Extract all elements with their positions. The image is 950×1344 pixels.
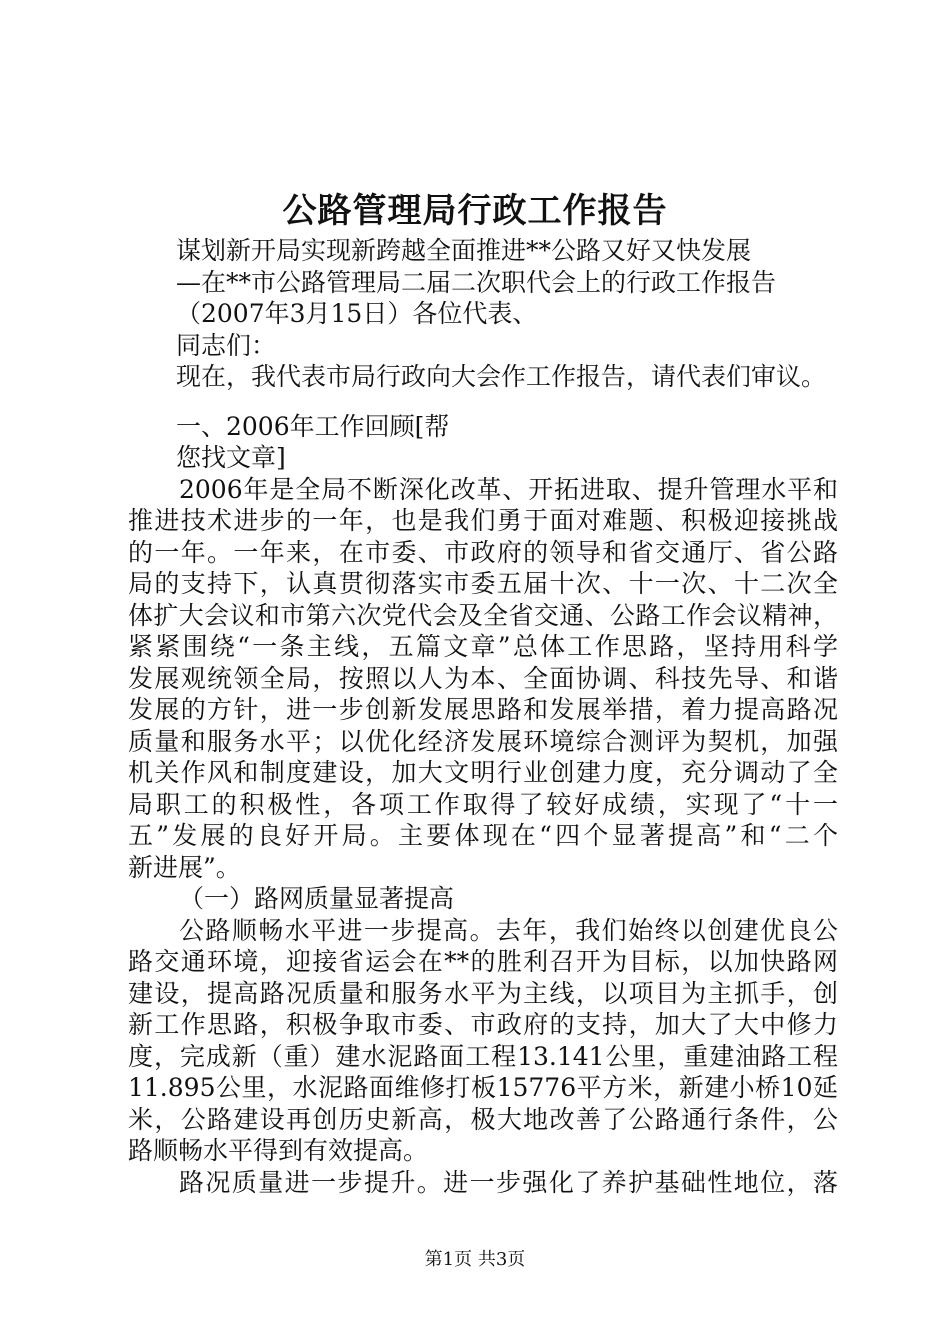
paragraph-line: 推进技术进步的一年，也是我们勇于面对难题、积极迎接挑战 xyxy=(128,506,838,535)
paragraph-line: 建设，提高路况质量和服务水平为主线，以项目为主抓手，创 xyxy=(128,978,838,1008)
intro-line: 现在，我代表市局行政向大会作工作报告，请代表们审议。 xyxy=(176,362,827,391)
subtitle-line: 谋划新开局实现新跨越全面推进**公路又好又快发展 xyxy=(176,236,752,265)
paragraph-line: 度，完成新（重）建水泥路面工程13.141公里，重建油路工程 xyxy=(128,1041,838,1071)
section-heading: 一、2006年工作回顾[帮 xyxy=(176,411,450,441)
paragraph-line: 路况质量进一步提升。进一步强化了养护基础性地位，落 xyxy=(179,1167,838,1197)
paragraph-line: 发展观统领全局，按照以人为本、全面协调、科技先导、和谐 xyxy=(128,663,838,693)
paragraph-line: 的一年。一年来，在市委、市政府的领导和省交通厅、省公路 xyxy=(128,537,838,567)
salutation-line: 同志们： xyxy=(176,330,277,360)
paragraph-line: 发展的方针，进一步创新发展思路和发展举措，着力提高路况 xyxy=(128,695,838,724)
date-line: （2007年3月15日）各位代表、 xyxy=(176,299,538,328)
subsection-heading: （一）路网质量显著提高 xyxy=(179,884,455,913)
spacer xyxy=(128,393,838,411)
paragraph-line: 公路顺畅水平进一步提高。去年，我们始终以创建优良公 xyxy=(179,915,838,945)
paragraph-line: 局的支持下，认真贯彻落实市委五届十次、十一次、十二次全 xyxy=(128,569,838,598)
paragraph-line: 11.895公里，水泥路面维修打板15776平方米，新建小桥10延 xyxy=(128,1073,838,1102)
paragraph-line: 局职工的积极性，各项工作取得了较好成绩，实现了“十一 xyxy=(128,789,838,819)
section-heading: 您找文章] xyxy=(176,443,286,472)
paragraph-line: 新进展”。 xyxy=(128,852,241,882)
paragraph-line: 路顺畅水平得到有效提高。 xyxy=(128,1136,429,1165)
subtitle-line: —在**市公路管理局二届二次职代会上的行政工作报告 xyxy=(176,267,777,297)
paragraph-line: 质量和服务水平；以优化经济发展环境综合测评为契机，加强 xyxy=(128,726,838,756)
paragraph-line: 米，公路建设再创历史新高，极大地改善了公路通行条件，公 xyxy=(128,1104,838,1134)
paragraph-line: 紧紧围绕“一条主线，五篇文章”总体工作思路，坚持用科学 xyxy=(128,632,838,661)
paragraph-line: 路交通环境，迎接省运会在**的胜利召开为目标，以加快路网 xyxy=(128,947,838,976)
document-body xyxy=(128,235,838,1198)
document-title: 公路管理局行政工作报告 xyxy=(282,191,668,231)
paragraph-line: 2006年是全局不断深化改革、开拓进取、提升管理水平和 xyxy=(179,474,838,504)
page-footer: 第1页 共3页 xyxy=(424,1249,526,1270)
paragraph-line: 五”发展的良好开局。主要体现在“四个显著提高”和“二个 xyxy=(128,821,838,850)
paragraph-line: 机关作风和制度建设，加大文明行业创建力度，充分调动了全 xyxy=(128,758,838,787)
paragraph-line: 体扩大会议和市第六次党代会及全省交通、公路工作会议精神， xyxy=(128,600,838,630)
paragraph-line: 新工作思路，积极争取市委、市政府的支持，加大了大中修力 xyxy=(128,1010,838,1039)
